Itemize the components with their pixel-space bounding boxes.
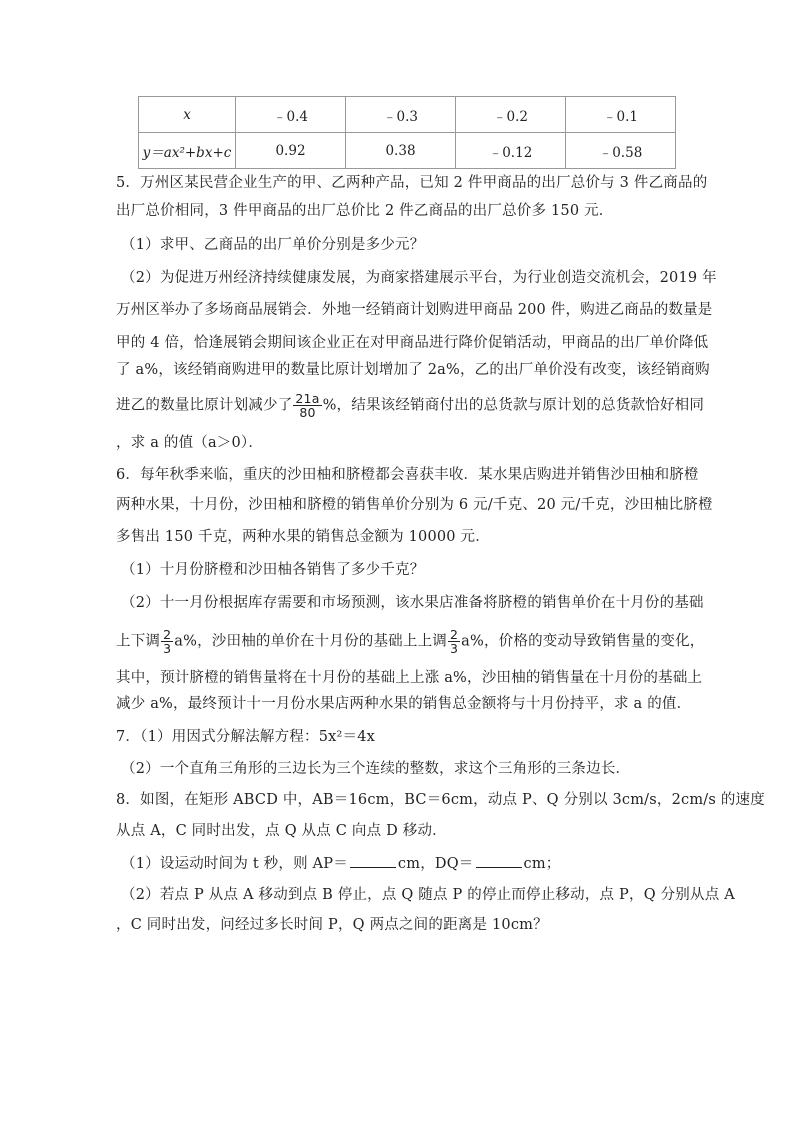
values-table <box>138 96 676 169</box>
q6-text: a%，沙田柚的单价在十月份的基础上上调 <box>174 633 447 650</box>
q8-sub2-line-2: ，C 同时出发，问经过多长时间 P，Q 两点之间的距离是 10cm？ <box>116 917 548 933</box>
table-cell: ﹣0.12 <box>456 133 566 169</box>
table-header-y: y＝ax²+bx+c <box>139 133 236 169</box>
q5-sub2-line-1: （2）为促进万州经济持续健康发展，为商家搭建展示平台，为行业创造交流机会，2019 年 <box>121 270 717 286</box>
q6-line-2: 两种水果，十月份，沙田柚和脐橙的销售单价分别为 6 元/千克、20 元/千克，沙田柚比脐橙 <box>116 497 713 513</box>
q5-text: 进乙的数量比原计划减少了 <box>116 397 293 414</box>
table-cell: ﹣0.4 <box>236 97 346 133</box>
q8-text: cm，DQ＝ <box>397 856 474 872</box>
q5-sub2-line-3: 甲的 4 倍，恰逢展销会期间该企业正在对甲商品进行降价促销活动，甲商品的出厂单价降低 <box>116 335 709 351</box>
fraction-numerator: 2 <box>163 627 172 642</box>
q6-sub2-line-2 <box>116 627 705 656</box>
fraction-2-3 <box>448 628 460 655</box>
fraction-denominator: 3 <box>163 641 172 656</box>
fraction-2-3 <box>161 628 173 655</box>
q6-sub2-line-3: 其中，预计脐橙的销售量将在十月份的基础上上涨 a%，沙田柚的销售量在十月份的基础上 <box>116 670 703 686</box>
q6-line-1: 6．每年秋季来临，重庆的沙田柚和脐橙都会喜获丰收．某水果店购进并销售沙田柚和脐橙 <box>116 467 699 483</box>
table-cell: ﹣0.1 <box>566 97 676 133</box>
q6-text: 上下调 <box>116 633 161 650</box>
q5-sub2-line-6: ，求 a 的值（a＞0）． <box>116 435 264 451</box>
fraction-21a-80 <box>293 392 321 419</box>
q5-sub2-line-2: 万州区举办了多场商品展销会．外地一经销商计划购进甲商品 200 件，购进乙商品的数量是 <box>116 302 713 318</box>
q5-sub2-line-4: 了 a%，该经销商购进甲的数量比原计划增加了 2a%，乙的出厂单价没有改变，该经销商购 <box>116 362 710 378</box>
table-cell: ﹣0.2 <box>456 97 566 133</box>
q5-sub2-line-5 <box>116 391 705 420</box>
q6-text: a%，价格的变动导致销售量的变化， <box>461 633 705 650</box>
q8-sub1 <box>121 853 681 874</box>
answer-blank[interactable] <box>350 853 396 868</box>
table-cell: ﹣0.3 <box>346 97 456 133</box>
fraction-denominator: 80 <box>299 405 316 420</box>
q6-sub1: （1）十月份脐橙和沙田柚各销售了多少千克？ <box>121 562 425 578</box>
q6-sub2-line-4: 减少 a%，最终预计十一月份水果店两种水果的销售总金额将与十月份持平，求 a 的值． <box>116 696 692 712</box>
q8-text: （1）设运动时间为 t 秒，则 AP＝ <box>121 856 348 872</box>
fraction-numerator: 21a <box>295 391 320 406</box>
table-header-x: x <box>139 97 236 133</box>
q6-line-3: 多售出 150 千克，两种水果的销售总金额为 10000 元． <box>116 529 490 545</box>
table-row <box>139 133 676 169</box>
q7-sub2: （2）一个直角三角形的三边长为三个连续的整数，求这个三角形的三条边长． <box>121 761 631 777</box>
table-cell: 0.92 <box>236 133 346 169</box>
table-cell: ﹣0.58 <box>566 133 676 169</box>
q6-sub2-line-1: （2）十一月份根据库存需要和市场预测，该水果店准备将脐橙的销售单价在十月份的基础 <box>121 595 704 611</box>
table-cell: 0.38 <box>346 133 456 169</box>
q8-text: cm； <box>523 856 561 872</box>
q8-line-2: 从点 A，C 同时出发，点 Q 从点 C 向点 D 移动． <box>116 823 447 839</box>
q5-line-2: 出厂总价相同，3 件甲商品的出厂总价比 2 件乙商品的出厂总价多 150 元． <box>116 203 614 219</box>
fraction-numerator: 2 <box>450 627 459 642</box>
q8-sub2-line-1: （2）若点 P 从点 A 移动到点 B 停止，点 Q 随点 P 的停止而停止移动，点 P，Q 分别从点 A <box>121 887 735 903</box>
q8-line-1: 8．如图，在矩形 ABCD 中，AB＝16cm，BC＝6cm，动点 P、Q 分别以 3cm/s，2cm/s 的速度 <box>116 792 765 808</box>
q5-text: %，结果该经销商付出的总货款与原计划的总货款恰好相同 <box>322 397 705 414</box>
table-row <box>139 97 676 133</box>
answer-blank[interactable] <box>476 853 522 868</box>
q5-line-1: 5．万州区某民营企业生产的甲、乙两种产品，已知 2 件甲商品的出厂总价与 3 件乙商品的 <box>116 175 708 191</box>
q7-line-1: 7．（1）用因式分解法解方程：5x²＝4x <box>116 729 376 745</box>
q5-sub1: （1）求甲、乙商品的出厂单价分别是多少元？ <box>121 237 425 253</box>
fraction-denominator: 3 <box>450 641 459 656</box>
